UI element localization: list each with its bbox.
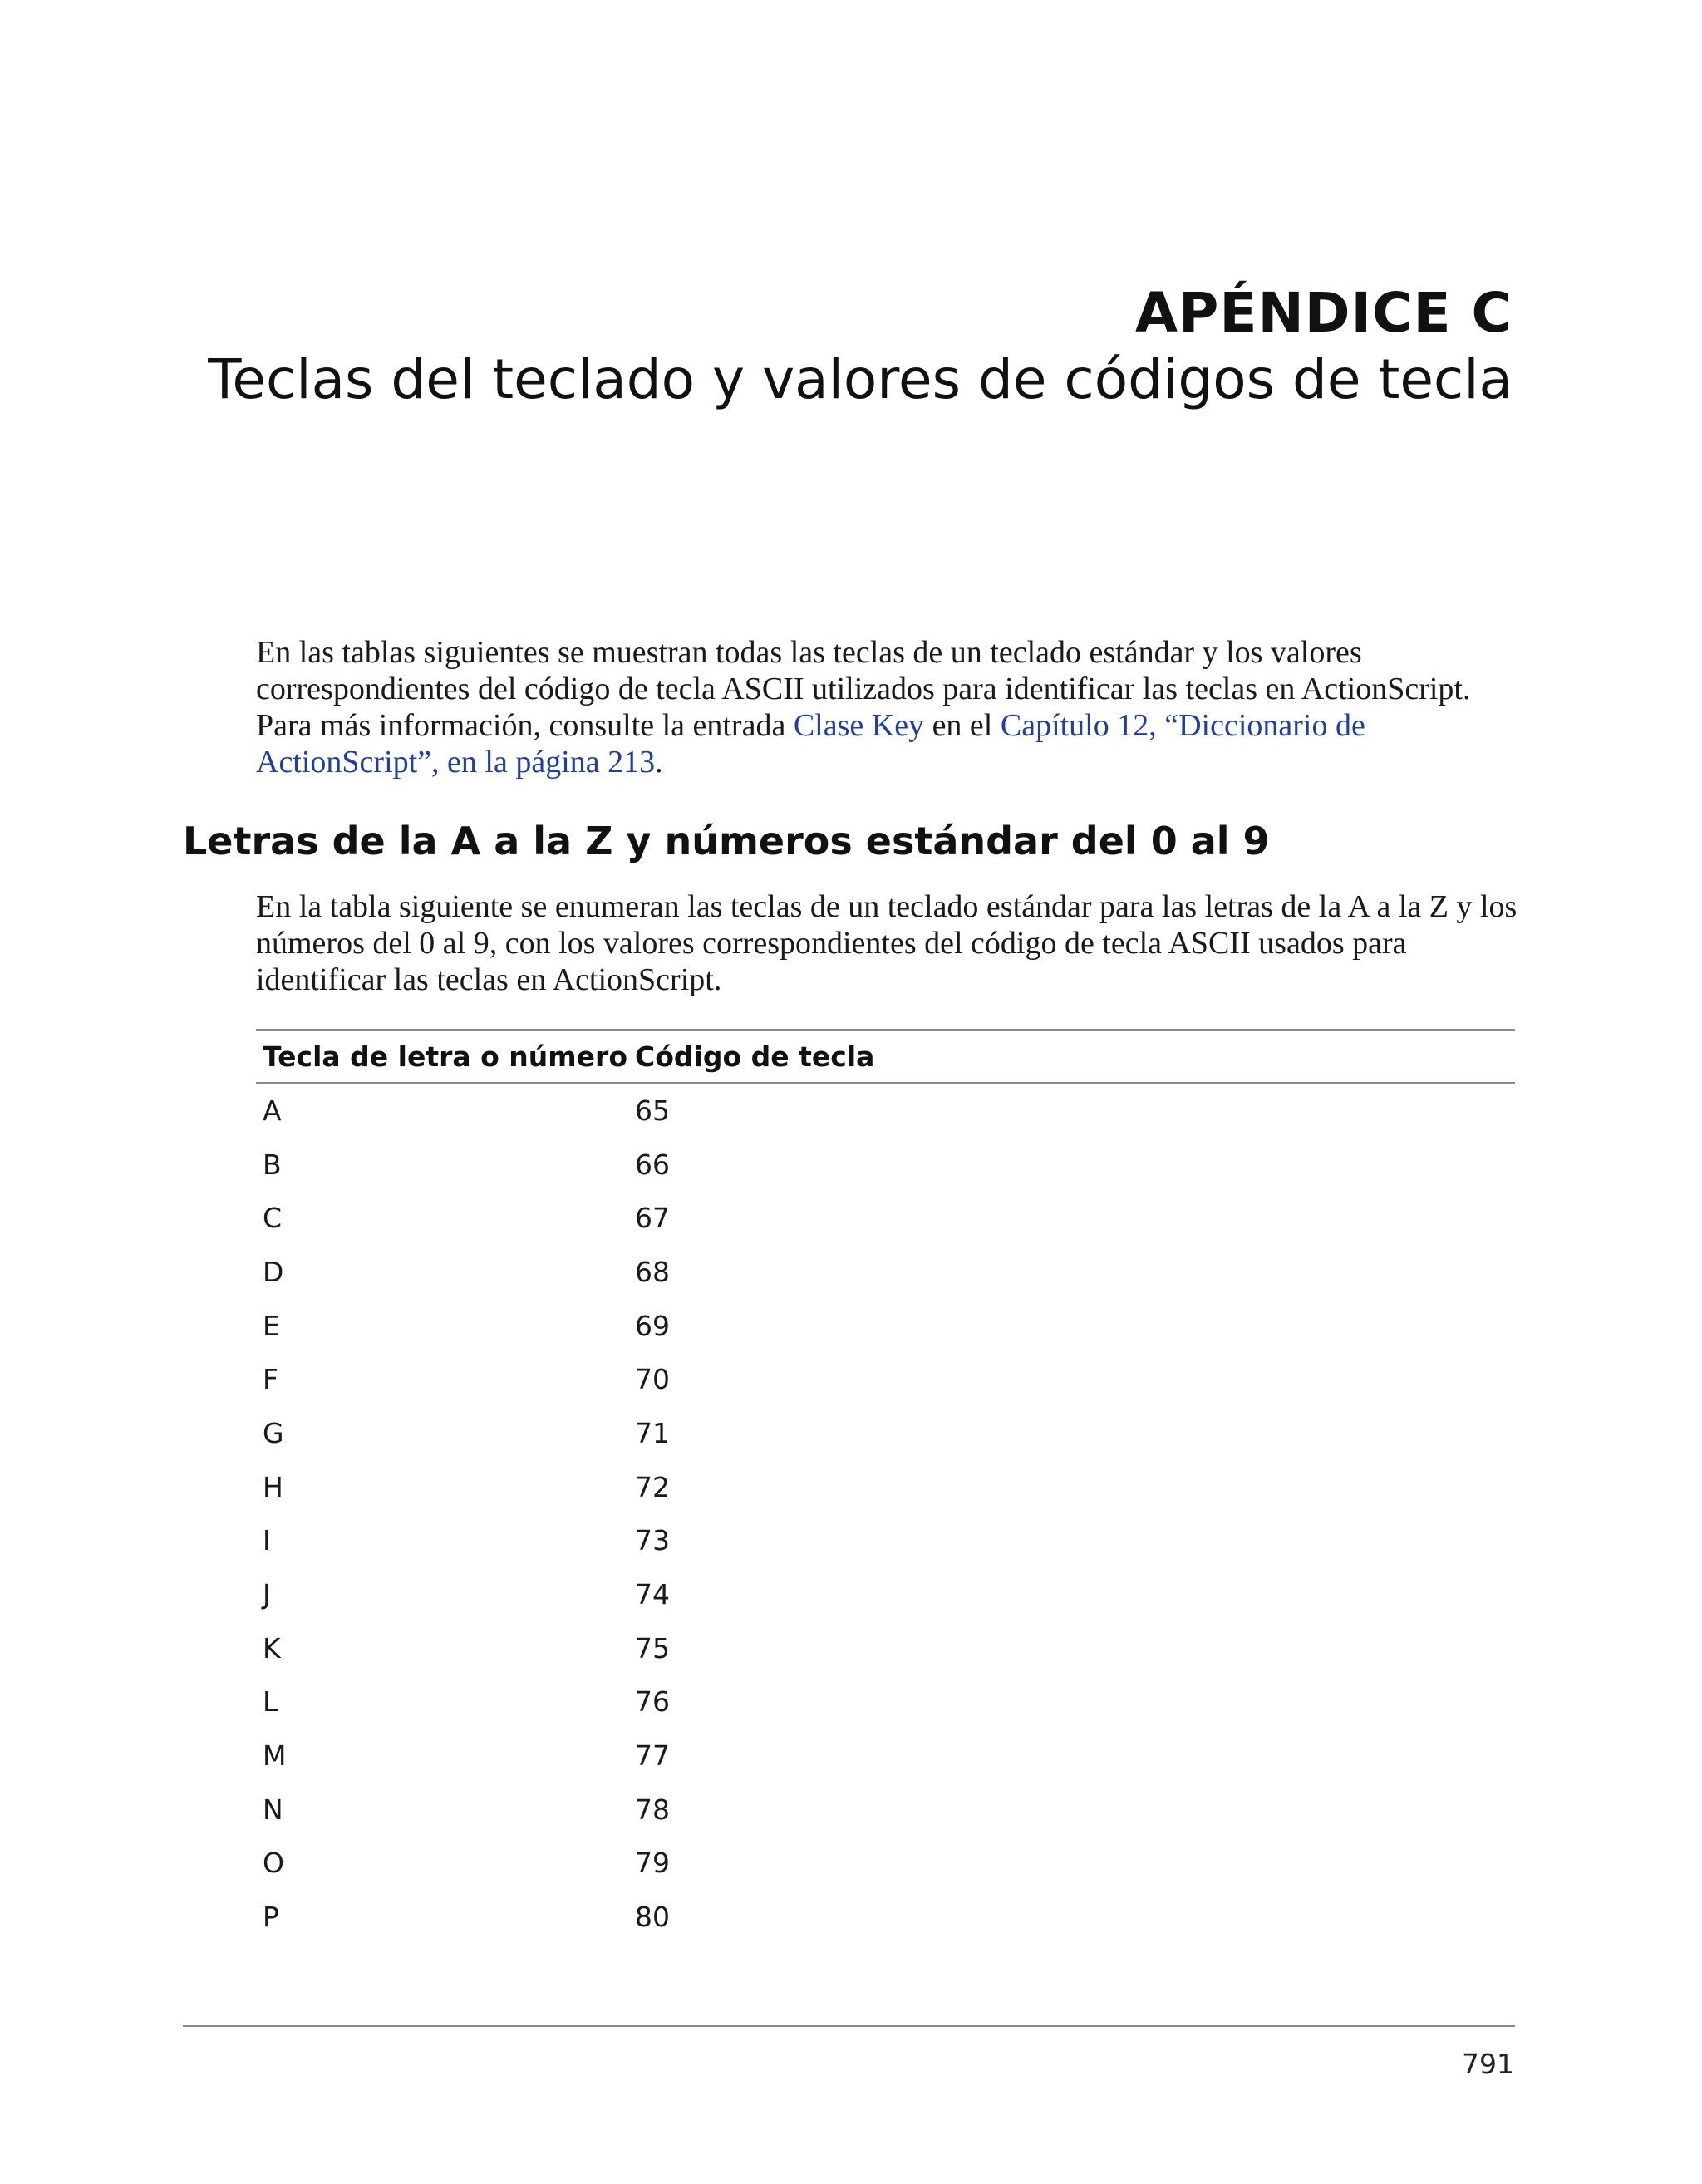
code-cell: 70 — [635, 1363, 670, 1396]
code-cell: 78 — [635, 1793, 670, 1826]
chapter-label: APÉNDICE C — [1134, 281, 1513, 345]
table-row — [256, 1245, 1515, 1299]
key-cell: A — [263, 1094, 282, 1127]
code-cell: 66 — [635, 1148, 670, 1181]
section-heading: Letras de la A a la Z y números estándar del 0 al 9 — [183, 819, 1270, 863]
key-cell: M — [263, 1739, 287, 1773]
intro-text: en el — [924, 708, 1001, 743]
section-paragraph: En la tabla siguiente se enumeran las teclas de un teclado estándar para las letras de la A a la Z y los números del 0 al 9, con los valores correspondientes del código de tecla ASCII usados para identificar las teclas en ActionScript. — [256, 889, 1518, 997]
column-header-key: Tecla de letra o número — [256, 1030, 628, 1083]
table-row — [256, 1299, 1515, 1353]
code-cell: 76 — [635, 1685, 670, 1719]
key-cell: J — [263, 1578, 271, 1611]
code-cell: 69 — [635, 1309, 670, 1342]
table-row — [256, 1567, 1515, 1621]
code-cell: 75 — [635, 1631, 670, 1665]
table-row — [256, 1514, 1515, 1568]
table-row — [256, 1191, 1515, 1245]
page-number: 791 — [1462, 2048, 1514, 2080]
chapter-title: Teclas del teclado y valores de códigos de tecla — [208, 347, 1513, 411]
key-cell: H — [263, 1470, 283, 1503]
table-row — [256, 1352, 1515, 1406]
table-row — [256, 1890, 1515, 1944]
key-cell: B — [263, 1148, 282, 1181]
link-clase-key[interactable]: Clase Key — [793, 708, 925, 743]
table-row — [256, 1083, 1515, 1138]
code-cell: 73 — [635, 1524, 670, 1557]
table-row — [256, 1837, 1515, 1891]
intro-text: En las tablas siguientes se muestran todas las teclas de un teclado estándar y los valores correspondientes del código de tecla ASCII utilizados para identificar las teclas en ActionScript. Para más información, consulte la entrada — [256, 635, 1471, 743]
code-cell: 77 — [635, 1739, 670, 1773]
code-cell: 68 — [635, 1255, 670, 1288]
code-cell: 71 — [635, 1416, 670, 1449]
table-body — [256, 1083, 1515, 1944]
table-row — [256, 1621, 1515, 1675]
key-cell: O — [263, 1847, 284, 1880]
key-code-table — [256, 1029, 1515, 1944]
code-cell: 79 — [635, 1847, 670, 1880]
key-cell: E — [263, 1309, 280, 1342]
link-capitulo-12[interactable]: Capítulo 12, “Diccionario de ActionScript”, en la página 213 — [256, 708, 1365, 780]
table-row — [256, 1783, 1515, 1837]
table-row — [256, 1138, 1515, 1192]
key-cell: C — [263, 1202, 283, 1235]
column-header-code: Código de tecla — [628, 1030, 1515, 1083]
code-cell: 80 — [635, 1901, 670, 1934]
intro-text: . — [655, 745, 663, 780]
key-cell: K — [263, 1631, 281, 1665]
key-cell: G — [263, 1416, 284, 1449]
key-cell: L — [263, 1685, 278, 1719]
key-cell: D — [263, 1255, 284, 1288]
key-cell: N — [263, 1793, 283, 1826]
code-cell: 65 — [635, 1094, 670, 1127]
key-cell: P — [263, 1901, 279, 1934]
footer-divider — [183, 2025, 1515, 2027]
code-cell: 74 — [635, 1578, 670, 1611]
key-cell: F — [263, 1363, 278, 1396]
table-row — [256, 1460, 1515, 1514]
table-row — [256, 1729, 1515, 1783]
code-cell: 72 — [635, 1470, 670, 1503]
code-cell: 67 — [635, 1202, 670, 1235]
table-header-row — [256, 1030, 1515, 1083]
table-row — [256, 1675, 1515, 1729]
intro-paragraph — [256, 634, 1519, 780]
table-row — [256, 1406, 1515, 1460]
key-cell: I — [263, 1524, 271, 1557]
